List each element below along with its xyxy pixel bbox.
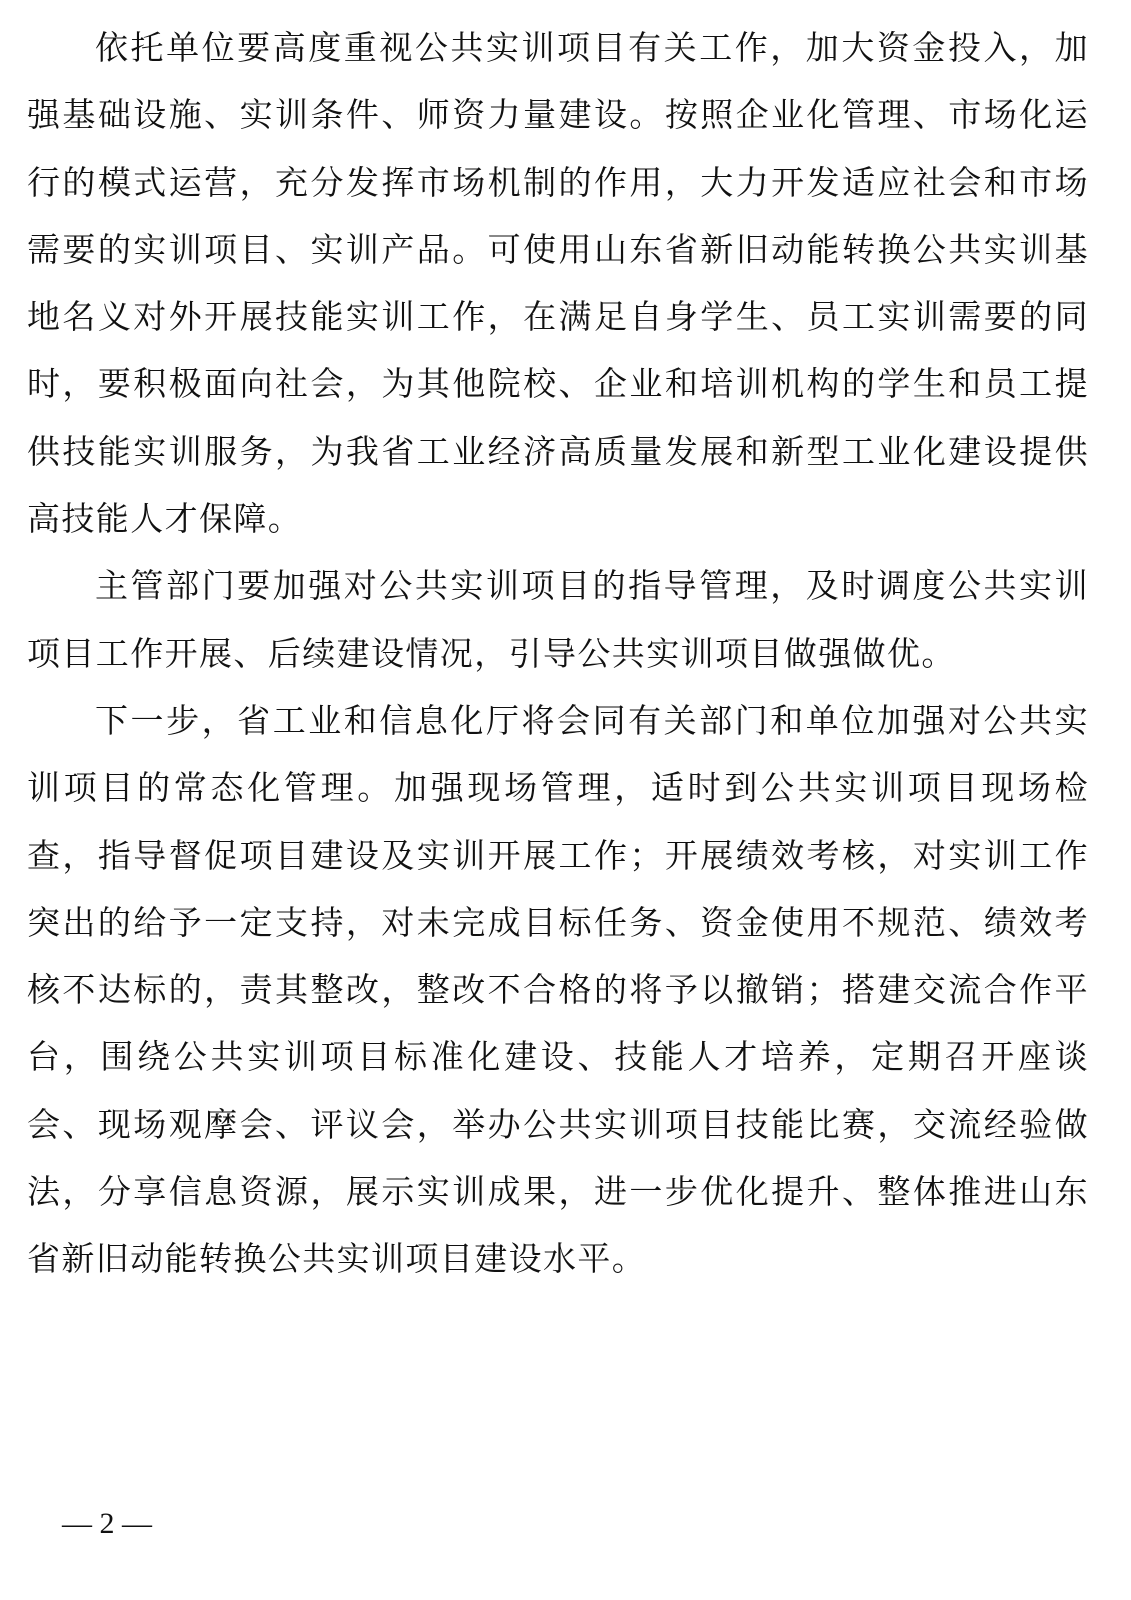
paragraph-department-guidance: 主管部门要加强对公共实训项目的指导管理，及时调度公共实训项目工作开展、后续建设情况，引导公共实训项目做强做优。 xyxy=(27,566,1089,673)
paragraph-next-steps: 下一步，省工业和信息化厅将会同有关部门和单位加强对公共实训项目的常态化管理。加强现场管理，适时到公共实训项目现场检查，指导督促项目建设及实训开展工作；开展绩效考核，对实训工作突出的给予一定支持，对未完成目标任务、资金使用不规范、绩效考核不达标的，责其整改，整改不合格的将予以撤销；搭建交流合作平台，围绕公共实训项目标准化建设、技能人才培养，定期召开座谈会、现场观摩会、评议会，举办公共实训项目技能比赛，交流经验做法，分享信息资源，展示实训成果，进一步优化提升、整体推进山东省新旧动能转换公共实训项目建设水平。 xyxy=(27,700,1089,1279)
document-body xyxy=(27,14,1089,1293)
page-number: — 2 — xyxy=(62,1507,152,1540)
paragraph-training-support: 依托单位要高度重视公共实训项目有关工作，加大资金投入，加强基础设施、实训条件、师资力量建设。按照企业化管理、市场化运行的模式运营，充分发挥市场机制的作用，大力开发适应社会和市场需要的实训项目、实训产品。可使用山东省新旧动能转换公共实训基地名义对外开展技能实训工作，在满足自身学生、员工实训需要的同时，要积极面向社会，为其他院校、企业和培训机构的学生和员工提供技能实训服务，为我省工业经济高质量发展和新型工业化建设提供高技能人才保障。 xyxy=(27,28,1089,539)
